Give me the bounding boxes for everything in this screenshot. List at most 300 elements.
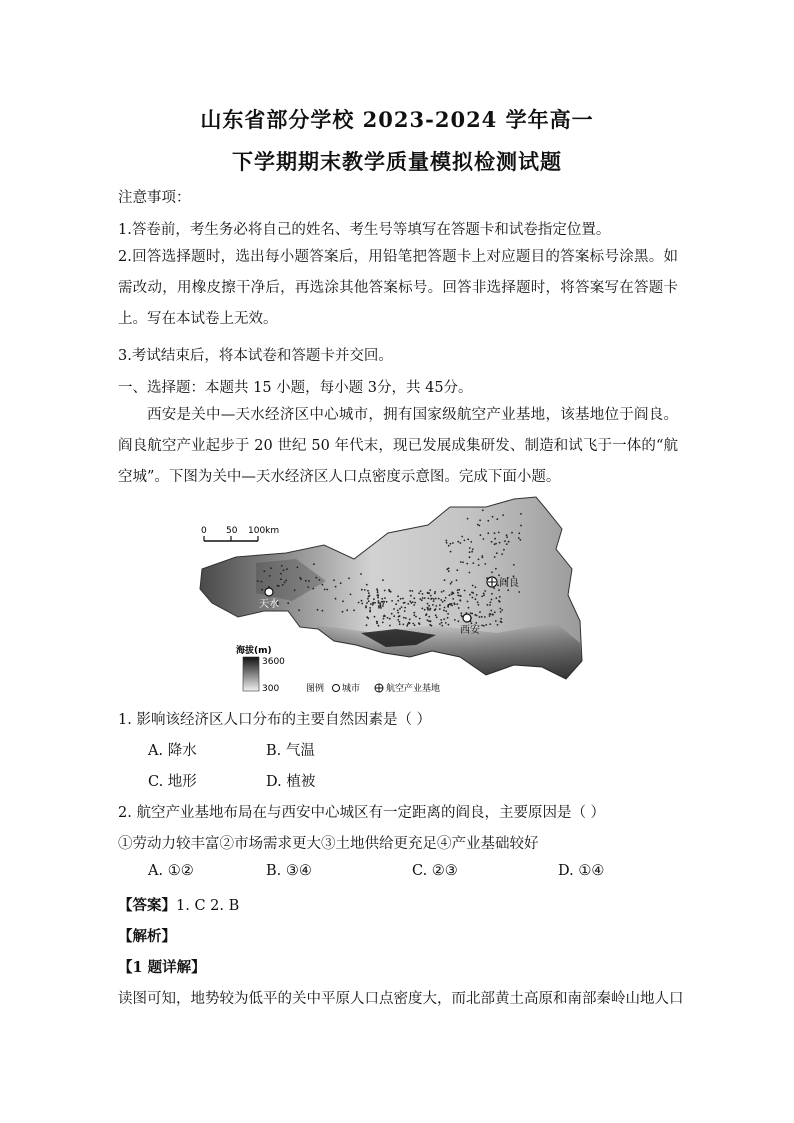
elevation-legend (236, 644, 285, 694)
notice-header: 注意事项： (118, 190, 191, 206)
population-dot (487, 520, 489, 522)
population-dot (482, 509, 484, 511)
population-dot (401, 606, 403, 608)
population-dot (386, 601, 388, 603)
q1-stem: 1. 影响该经济区人口分布的主要自然因素是（ ） (118, 712, 432, 728)
population-dot (493, 587, 495, 589)
population-dot (467, 518, 469, 520)
q2-option-c: C. ②③ (412, 863, 458, 879)
population-dot (397, 600, 399, 602)
population-dot (382, 603, 384, 605)
population-dot (483, 594, 485, 596)
population-dot (478, 564, 480, 566)
population-dot (409, 590, 411, 592)
population-dot (367, 617, 369, 619)
population-dot (399, 621, 401, 623)
population-dot (470, 541, 472, 543)
population-dot (435, 605, 437, 607)
population-dot (433, 598, 435, 600)
population-dot (340, 582, 342, 584)
q1-option-c: C. 地形 (148, 774, 197, 790)
population-dot (474, 614, 476, 616)
city-xian-label: 西安 (460, 625, 480, 636)
population-dot (476, 594, 478, 596)
population-dot (518, 537, 520, 539)
population-dot (472, 592, 474, 594)
population-dot (501, 553, 503, 555)
population-dot (319, 579, 321, 581)
population-dot (492, 516, 494, 518)
population-dot (446, 568, 448, 570)
population-dot (393, 615, 395, 617)
population-dot (257, 580, 259, 582)
population-dot (410, 595, 412, 597)
population-dot (485, 624, 487, 626)
population-dot (472, 562, 474, 564)
population-dot (413, 612, 415, 614)
population-dot (499, 608, 501, 610)
population-dot (491, 541, 493, 543)
population-dot (460, 595, 462, 597)
population-dot (381, 601, 383, 603)
population-dot (322, 610, 324, 612)
population-dot (457, 589, 459, 591)
population-dot (475, 598, 477, 600)
population-dot (299, 577, 301, 579)
population-dot (305, 580, 307, 582)
population-dot (312, 588, 314, 590)
population-dot (395, 603, 397, 605)
population-dot (405, 617, 407, 619)
population-dot (468, 607, 470, 609)
population-dot (457, 592, 459, 594)
population-dot (500, 618, 502, 620)
population-dot (377, 594, 379, 596)
population-dot (460, 612, 462, 614)
population-dot (479, 616, 481, 618)
population-dot (367, 598, 369, 600)
population-dot (451, 603, 453, 605)
population-dot (281, 565, 283, 567)
population-dot (333, 579, 335, 581)
population-dot (472, 548, 474, 550)
answer-label: 【答案】 (118, 897, 176, 914)
population-dot (377, 592, 379, 594)
population-dot (448, 624, 450, 626)
population-dot (441, 622, 443, 624)
population-dot (472, 585, 474, 587)
scale-50: 50 (226, 526, 238, 536)
population-dot (430, 620, 432, 622)
population-dot (498, 532, 500, 534)
population-dot (397, 612, 399, 614)
population-dot (513, 564, 515, 566)
exam-title-line2: 下学期期末教学质量模拟检测试题 (232, 149, 562, 174)
population-dot (495, 568, 497, 570)
population-dot (270, 567, 272, 569)
population-dot (294, 589, 296, 591)
population-dot (297, 566, 299, 568)
population-dot (369, 607, 371, 609)
population-dot (518, 532, 520, 534)
population-dot (378, 607, 380, 609)
section-heading-choice: 一、选择题：本题共 15 小题，每小题 3分，共 45分。 (118, 380, 473, 396)
population-dot (397, 595, 399, 597)
population-dot (427, 609, 429, 611)
population-dot (324, 589, 326, 591)
city-marker (265, 588, 273, 596)
population-dot (445, 597, 447, 599)
population-dot (446, 542, 448, 544)
population-dot (461, 536, 463, 538)
population-dot (496, 518, 498, 520)
population-dot (378, 625, 380, 627)
map-legend (306, 682, 440, 694)
population-dot (366, 602, 368, 604)
population-dot (280, 578, 282, 580)
population-dot (298, 609, 300, 611)
population-dot (377, 597, 379, 599)
population-dot (483, 538, 485, 540)
population-dot (471, 622, 473, 624)
population-dot (411, 590, 413, 592)
population-dot (489, 613, 491, 615)
population-dot (421, 608, 423, 610)
population-dot (445, 622, 447, 624)
population-dot (383, 601, 385, 603)
population-dot (511, 532, 513, 534)
population-dot (383, 618, 385, 620)
population-dot (283, 570, 285, 572)
population-dot (445, 540, 447, 542)
population-dot (491, 593, 493, 595)
population-dot (326, 589, 328, 591)
population-dot (381, 598, 383, 600)
population-dot (443, 618, 445, 620)
population-dot (427, 603, 429, 605)
population-dot (513, 575, 515, 577)
population-dot (350, 594, 352, 596)
population-dot (379, 602, 381, 604)
population-dot (477, 601, 479, 603)
population-dot (457, 595, 459, 597)
population-dot (483, 593, 485, 595)
population-dot (499, 542, 501, 544)
population-dot (456, 569, 458, 571)
population-dot (494, 538, 496, 540)
population-dot (404, 602, 406, 604)
population-dot (464, 590, 466, 592)
population-dot (425, 614, 427, 616)
population-dot (412, 601, 414, 603)
population-dot (380, 607, 382, 609)
population-dot (450, 543, 452, 545)
population-dot (438, 598, 440, 600)
population-dot (440, 599, 442, 601)
population-dot (499, 596, 501, 598)
population-dot (378, 600, 380, 602)
population-dot (447, 606, 449, 608)
elevation-label: 海拔(m) (236, 646, 272, 656)
population-dot (487, 532, 489, 534)
detail-label: 【1 题详解】 (118, 959, 206, 976)
population-dot (415, 616, 417, 618)
population-dot (471, 551, 473, 553)
population-dot (261, 581, 263, 583)
population-dot (419, 618, 421, 620)
population-dot (409, 600, 411, 602)
population-dot (422, 597, 424, 599)
population-dot (489, 604, 491, 606)
elevation-max: 3600 (262, 657, 285, 667)
population-dot (497, 624, 499, 626)
population-dot (506, 543, 508, 545)
population-dot (286, 568, 288, 570)
population-dot (494, 611, 496, 613)
population-dot (387, 617, 389, 619)
population-dot (458, 589, 460, 591)
population-dot (308, 580, 310, 582)
population-dot (342, 611, 344, 613)
population-dot (368, 600, 370, 602)
population-dot (377, 590, 379, 592)
population-dot (435, 608, 437, 610)
population-dot (450, 551, 452, 553)
population-dot (409, 619, 411, 621)
population-dot (484, 616, 486, 618)
population-dot (413, 614, 415, 616)
base-yanliang-label: 阎良 (499, 578, 519, 589)
population-dot (263, 570, 265, 572)
population-dot (278, 585, 280, 587)
population-dot (469, 547, 471, 549)
population-dot (436, 616, 438, 618)
population-dot (469, 572, 471, 574)
notice-item-1: 1.答卷前，考生务必将自己的姓名、考生号等填写在答题卡和试卷指定位置。 (118, 222, 611, 238)
population-dot (458, 620, 460, 622)
population-dot (374, 616, 376, 618)
population-dot (448, 570, 450, 572)
city-marker (463, 614, 471, 622)
legend-city: 城市 (342, 684, 361, 694)
population-dot (441, 625, 443, 627)
population-dot (397, 610, 399, 612)
population-dot (376, 622, 378, 624)
population-dot (464, 540, 466, 542)
population-dot (367, 590, 369, 592)
population-dot (471, 613, 473, 615)
population-dot (313, 563, 315, 565)
population-dot (441, 591, 443, 593)
population-dot (520, 525, 522, 527)
legend-base: 航空产业基地 (386, 684, 441, 694)
population-dot (439, 604, 441, 606)
population-dot (469, 551, 471, 553)
population-dot (451, 581, 453, 583)
population-dot (484, 563, 486, 565)
population-dot (457, 541, 459, 543)
population-dot (429, 589, 431, 591)
population-dot (382, 605, 384, 607)
population-dot (285, 580, 287, 582)
population-dot (382, 622, 384, 624)
population-dot (501, 609, 503, 611)
population-dot (280, 573, 282, 575)
population-dot (404, 607, 406, 609)
population-dot (451, 593, 453, 595)
population-density-map (196, 493, 586, 696)
population-dot (482, 557, 484, 559)
population-dot (384, 615, 386, 617)
answer-line (118, 894, 239, 915)
population-dot (500, 611, 502, 613)
population-dot (406, 625, 408, 627)
population-dot (442, 601, 444, 603)
population-dot (478, 604, 480, 606)
population-dot (315, 577, 317, 579)
population-dot (449, 594, 451, 596)
population-dot (469, 594, 471, 596)
population-dot (432, 604, 434, 606)
population-dot (469, 556, 471, 558)
population-dot (403, 617, 405, 619)
population-dot (346, 609, 348, 611)
population-dot (402, 624, 404, 626)
base-yanliang (487, 576, 519, 589)
population-dot (445, 610, 447, 612)
population-dot (399, 615, 401, 617)
question-passage: 西安是关中—天水经济区中心城市，拥有国家级航空产业基地，该基地位于阎良。阎良航空产业起步于 20 世纪 50 年代末，现已发展成集研发、制造和试飞于一体的“航空城”。下图为关中—天水经济区人口点密度示意图。完成下面小题。 (118, 407, 678, 485)
population-dot (404, 610, 406, 612)
population-dot (477, 524, 479, 526)
population-dot (284, 582, 286, 584)
population-dot (503, 549, 505, 551)
population-dot (373, 598, 375, 600)
population-dot (435, 614, 437, 616)
population-dot (460, 600, 462, 602)
analysis-label: 【解析】 (118, 928, 176, 945)
population-dot (462, 561, 464, 563)
population-dot (414, 624, 416, 626)
population-dot (391, 600, 393, 602)
population-dot (380, 605, 382, 607)
scale-bar (201, 526, 279, 541)
population-dot (322, 584, 324, 586)
population-dot (495, 597, 497, 599)
q1-option-d: D. 植被 (266, 774, 316, 790)
scale-100: 100km (248, 526, 280, 536)
population-dot (466, 563, 468, 565)
answer-text: 1. C 2. B (176, 898, 240, 914)
population-dot (444, 607, 446, 609)
population-dot (472, 597, 474, 599)
population-dot (506, 534, 508, 536)
population-dot (422, 593, 424, 595)
population-dot (447, 617, 449, 619)
population-dot (307, 586, 309, 588)
population-dot (498, 589, 500, 591)
population-dot (317, 609, 319, 611)
population-dot (454, 619, 456, 621)
population-dot (444, 579, 446, 581)
population-dot (489, 615, 491, 617)
population-dot (374, 602, 376, 604)
population-dot (467, 601, 469, 603)
population-dot (397, 619, 399, 621)
population-dot (409, 622, 411, 624)
population-dot (335, 586, 337, 588)
population-dot (443, 610, 445, 612)
population-dot (467, 538, 469, 540)
population-dot (427, 619, 429, 621)
population-dot (481, 625, 483, 627)
population-dot (494, 532, 496, 534)
population-dot (434, 593, 436, 595)
population-dot (518, 591, 520, 593)
population-dot (393, 608, 395, 610)
population-dot (487, 604, 489, 606)
population-dot (369, 595, 371, 597)
population-dot (400, 598, 402, 600)
population-dot (431, 625, 433, 627)
population-dot (402, 598, 404, 600)
elevation-min: 300 (262, 684, 280, 694)
population-dot (361, 603, 363, 605)
population-dot (490, 602, 492, 604)
population-dot (498, 600, 500, 602)
population-dot (433, 600, 435, 602)
population-dot (452, 598, 454, 600)
population-dot (440, 619, 442, 621)
detail-text: 读图可知，地势较为低平的关中平原人口点密度大，而北部黄土高原和南部秦岭山地人口 (118, 991, 684, 1007)
population-dot (470, 612, 472, 614)
population-dot (269, 575, 271, 577)
population-dot (414, 602, 416, 604)
population-dot (454, 603, 456, 605)
population-dot (439, 623, 441, 625)
q2-option-a: A. ①② (148, 863, 194, 879)
population-dot (369, 609, 371, 611)
population-dot (424, 597, 426, 599)
population-dot (461, 615, 463, 617)
population-dot (389, 618, 391, 620)
population-dot (506, 536, 508, 538)
population-dot (282, 584, 284, 586)
q2-option-b: B. ③④ (266, 863, 312, 879)
q1-option-b: B. 气温 (266, 743, 315, 759)
population-dot (439, 608, 441, 610)
population-dot (484, 590, 486, 592)
population-dot (361, 600, 363, 602)
city-tianshui-label: 天水 (259, 599, 279, 610)
population-dot (479, 525, 481, 527)
population-dot (427, 592, 429, 594)
population-dot (481, 596, 483, 598)
population-dot (456, 603, 458, 605)
population-dot (407, 603, 409, 605)
population-dot (384, 590, 386, 592)
population-dot (399, 608, 401, 610)
population-dot (430, 595, 432, 597)
population-dot (443, 590, 445, 592)
population-dot (492, 614, 494, 616)
exam-title-line1: 山东省部分学校 2023-2024 学年高一 (200, 107, 594, 132)
population-dot (348, 577, 350, 579)
population-dot (424, 609, 426, 611)
population-dot (430, 598, 432, 600)
population-dot (366, 624, 368, 626)
population-dot (495, 620, 497, 622)
